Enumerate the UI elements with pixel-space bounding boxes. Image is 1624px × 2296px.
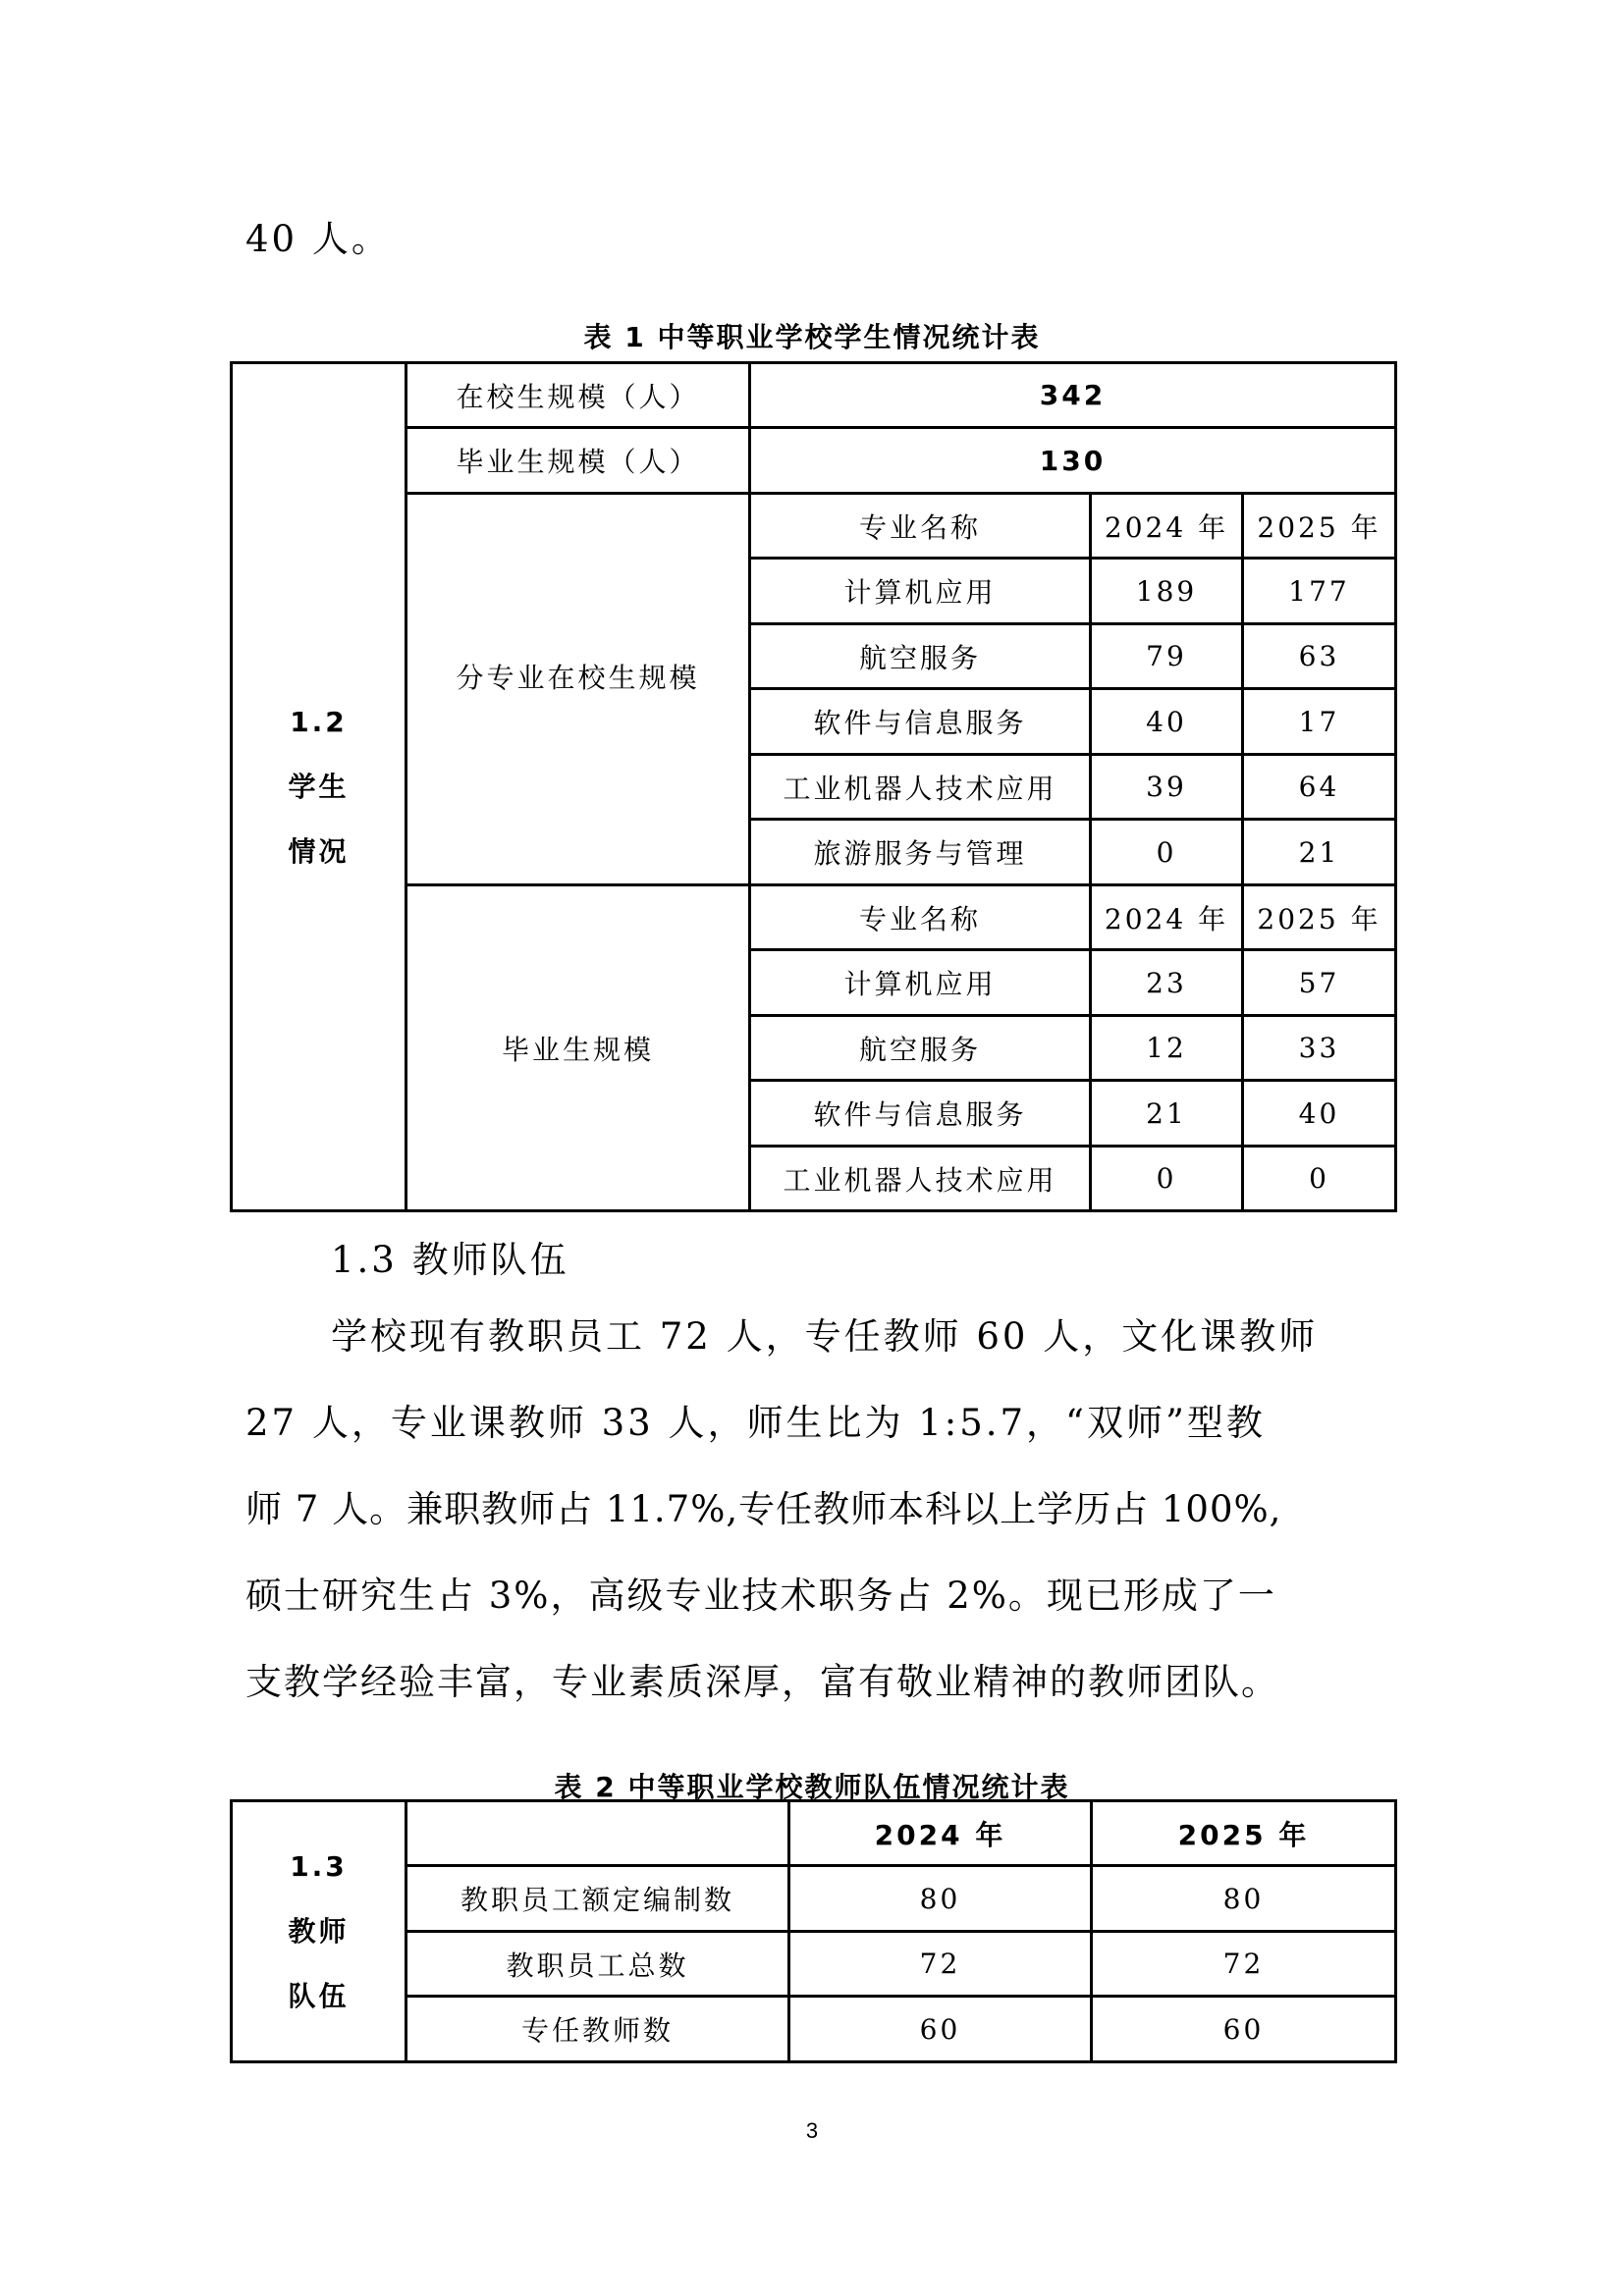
graduates-value: 130 xyxy=(750,428,1396,494)
major-name: 软件与信息服务 xyxy=(750,689,1091,755)
value-2024: 23 xyxy=(1091,950,1243,1016)
value-2025: 33 xyxy=(1243,1016,1396,1081)
graduates-label: 毕业生规模（人） xyxy=(406,428,750,494)
value-2025: 72 xyxy=(1092,1932,1396,1997)
enrolled-value: 342 xyxy=(750,363,1396,428)
value-2024: 39 xyxy=(1091,755,1243,820)
value-2025: 40 xyxy=(1243,1081,1396,1147)
table2-caption: 表 2 中等职业学校教师队伍情况统计表 xyxy=(554,1771,1070,1803)
value-2024: 21 xyxy=(1091,1081,1243,1147)
metric-name: 教职员工总数 xyxy=(406,1932,789,1997)
student-stats-table xyxy=(230,361,1397,1212)
teacher-stats-table xyxy=(230,1799,1397,2063)
major-name: 计算机应用 xyxy=(750,950,1091,1016)
major-name: 航空服务 xyxy=(750,1016,1091,1081)
value-2024: 0 xyxy=(1091,1147,1243,1211)
section-title-line1: 学生 xyxy=(288,770,350,803)
page-number: 3 xyxy=(805,2118,819,2143)
paragraph-line: 27 人，专业课教师 33 人，师生比为 1:5.7，“双师”型教 xyxy=(245,1402,1266,1444)
header-2024: 2024 年 xyxy=(789,1801,1092,1866)
header-major: 专业名称 xyxy=(750,885,1091,950)
value-2025: 177 xyxy=(1243,559,1396,624)
major-name: 计算机应用 xyxy=(750,559,1091,624)
header-2024: 2024 年 xyxy=(1091,494,1243,559)
major-name: 工业机器人技术应用 xyxy=(750,1147,1091,1211)
table-row xyxy=(232,1866,1396,1932)
paragraph-line: 师 7 人。兼职教师占 11.7%,专任教师本科以上学历占 100%, xyxy=(245,1488,1282,1530)
value-2024: 12 xyxy=(1091,1016,1243,1081)
header-2025: 2025 年 xyxy=(1092,1801,1396,1866)
value-2025: 63 xyxy=(1243,624,1396,689)
header-2025: 2025 年 xyxy=(1243,885,1396,950)
value-2025: 60 xyxy=(1092,1997,1396,2062)
table-row xyxy=(232,1997,1396,2062)
header-major: 专业名称 xyxy=(750,494,1091,559)
value-2025: 64 xyxy=(1243,755,1396,820)
section-title-line1: 教师 xyxy=(288,1914,350,1948)
major-name: 航空服务 xyxy=(750,624,1091,689)
major-name: 旅游服务与管理 xyxy=(750,820,1091,885)
by-major-enrolled-label: 分专业在校生规模 xyxy=(406,494,750,885)
value-2025: 17 xyxy=(1243,689,1396,755)
section-title-line2: 情况 xyxy=(288,834,350,868)
metric-name: 教职员工额定编制数 xyxy=(406,1866,789,1932)
section-label-cell xyxy=(232,1801,406,2062)
section-heading: 1.3 教师队伍 xyxy=(331,1239,569,1281)
value-2024: 189 xyxy=(1091,559,1243,624)
paragraph-line: 学校现有教职员工 72 人，专任教师 60 人，文化课教师 xyxy=(331,1315,1319,1358)
major-name: 工业机器人技术应用 xyxy=(750,755,1091,820)
value-2024: 0 xyxy=(1091,820,1243,885)
paragraph-line: 支教学经验丰富，专业素质深厚，富有敬业精神的教师团队。 xyxy=(245,1661,1279,1703)
value-2025: 57 xyxy=(1243,950,1396,1016)
by-major-graduates-label: 毕业生规模 xyxy=(406,885,750,1211)
paragraph-line: 硕士研究生占 3%，高级专业技术职务占 2%。现已形成了一 xyxy=(245,1575,1276,1617)
value-2024: 79 xyxy=(1091,624,1243,689)
value-2025: 21 xyxy=(1243,820,1396,885)
value-2025: 0 xyxy=(1243,1147,1396,1211)
value-2024: 80 xyxy=(789,1866,1092,1932)
value-2024: 60 xyxy=(789,1997,1092,2062)
section-title-line2: 队伍 xyxy=(288,1979,350,2012)
intro-line: 40 人。 xyxy=(245,218,391,260)
enrolled-label: 在校生规模（人） xyxy=(406,363,750,428)
section-label-cell xyxy=(232,363,406,1211)
value-2024: 40 xyxy=(1091,689,1243,755)
header-2025: 2025 年 xyxy=(1243,494,1396,559)
table1-caption: 表 1 中等职业学校学生情况统计表 xyxy=(583,321,1041,353)
section-number: 1.2 xyxy=(290,705,348,738)
value-2024: 72 xyxy=(789,1932,1092,1997)
value-2025: 80 xyxy=(1092,1866,1396,1932)
header-2024: 2024 年 xyxy=(1091,885,1243,950)
section-number: 1.3 xyxy=(290,1849,348,1883)
major-name: 软件与信息服务 xyxy=(750,1081,1091,1147)
header-blank xyxy=(406,1801,789,1866)
table-row xyxy=(232,1932,1396,1997)
metric-name: 专任教师数 xyxy=(406,1997,789,2062)
